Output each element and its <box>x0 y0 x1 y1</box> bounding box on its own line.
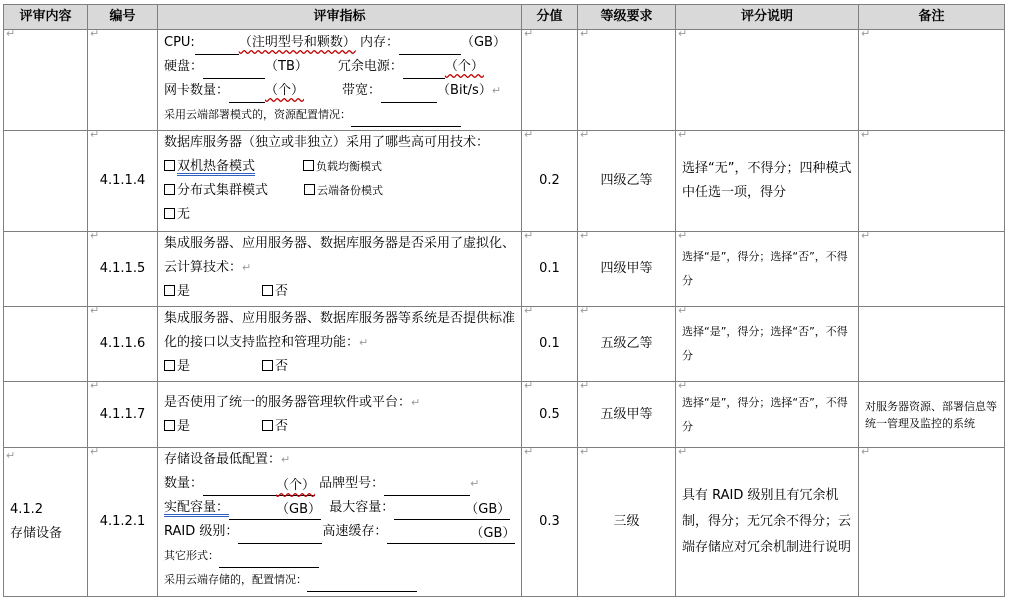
code-cell <box>88 379 158 448</box>
cloud-line <box>164 103 521 127</box>
table-row <box>4 131 1005 232</box>
cell-mark: ↵ <box>861 445 871 458</box>
return-mark: ↵ <box>359 336 369 349</box>
table-row <box>4 448 1005 597</box>
disk-line <box>164 55 521 79</box>
explain-text: 具有 RAID 级别且有冗余机制，得分；无冗余不得分；云端存储应对冗余机制进行说明 <box>682 488 852 555</box>
cpu-note: （注明型号和颗数） <box>238 35 356 50</box>
option-label: 云端备份模式 <box>317 184 384 197</box>
options-line-1 <box>164 155 521 179</box>
capacity-label: 实配容量： <box>164 500 230 515</box>
level-value: 四级乙等 <box>600 173 653 188</box>
question-text: 数据库服务器（独立或非独立）采用了哪些高可用技术： <box>164 135 490 150</box>
checkbox[interactable] <box>303 160 314 171</box>
content-cell <box>4 131 88 232</box>
cell-mark: ↵ <box>524 229 534 242</box>
content-cell <box>4 382 88 448</box>
explain-cell <box>676 128 859 232</box>
checkbox[interactable] <box>164 160 175 171</box>
cell-mark: ↵ <box>678 128 688 141</box>
table-row <box>4 232 1005 307</box>
cell-mark: ↵ <box>678 445 688 458</box>
question <box>164 131 521 155</box>
cell-mark: ↵ <box>524 304 534 317</box>
cell-mark: ↵ <box>524 128 534 141</box>
checkbox[interactable] <box>164 184 175 195</box>
content-cell <box>4 448 88 597</box>
code-cell <box>88 128 158 232</box>
indicator-cell <box>158 382 522 448</box>
return-mark: ↵ <box>491 84 502 97</box>
question <box>164 307 521 355</box>
options-line-2 <box>164 179 521 203</box>
nic-line <box>164 79 521 103</box>
bw-unit: （Bit/s） <box>437 83 492 98</box>
return-mark: ↵ <box>411 395 421 409</box>
indicator-cell <box>158 448 522 597</box>
level-cell <box>578 27 676 131</box>
score-cell <box>522 304 578 382</box>
header-content: 评审内容 <box>4 5 88 30</box>
option-label: 双机热备模式 <box>177 159 256 174</box>
cell-mark: ↵ <box>90 379 100 392</box>
indicator-cell <box>158 131 522 232</box>
remark-cell <box>859 382 1005 448</box>
score-cell <box>522 128 578 232</box>
remark-cell <box>859 307 1005 382</box>
cell-mark: ↵ <box>580 27 590 40</box>
yes-no-line <box>164 280 521 304</box>
cell-mark: ↵ <box>678 304 688 317</box>
bw-label: 带宽： <box>342 83 382 98</box>
code-value: 4.1.1.4 <box>99 173 146 188</box>
disk-label: 硬盘： <box>164 59 204 74</box>
level-cell <box>578 379 676 448</box>
score-value: 0.1 <box>539 336 560 351</box>
yes-label: 是 <box>177 359 191 374</box>
question-text: 集成服务器、应用服务器、数据库服务器等系统是否提供标准化的接口以支持监控和管理功能： <box>164 311 516 350</box>
remark-cell <box>859 27 1005 131</box>
explain-text: 选择“是”，得分；选择“否”，不得分 <box>682 395 848 433</box>
cell-mark: ↵ <box>90 304 100 317</box>
option-label: 无 <box>177 207 191 222</box>
level-value: 三级 <box>613 514 640 529</box>
score-value: 0.3 <box>539 514 560 529</box>
code-value: 4.1.1.5 <box>99 261 146 276</box>
other-line <box>164 544 521 568</box>
no-label: 否 <box>275 284 289 299</box>
indicator-cell <box>158 30 522 131</box>
header-level: 等级要求 <box>578 5 676 30</box>
options-line-3 <box>164 203 521 227</box>
return-mark: ↵ <box>242 261 252 274</box>
level-cell <box>578 229 676 307</box>
option-label: 负载均衡模式 <box>316 160 383 173</box>
header-code: 编号 <box>88 5 158 30</box>
disk-unit: （TB） <box>265 59 308 74</box>
evaluation-table <box>3 4 1005 597</box>
level-value: 五级甲等 <box>600 406 653 422</box>
checkbox[interactable] <box>164 420 175 431</box>
psu-label: 冗余电源： <box>337 59 403 74</box>
min-config <box>164 448 521 472</box>
cell-mark: ↵ <box>580 379 590 392</box>
checkbox[interactable] <box>262 285 273 296</box>
max-unit: （GB） <box>465 502 511 517</box>
return-mark: ↵ <box>281 453 291 466</box>
score-value: 0.2 <box>539 173 560 188</box>
header-score: 分值 <box>522 5 578 30</box>
header-indicator: 评审指标 <box>158 5 522 30</box>
qty-field[interactable] <box>203 477 315 496</box>
code-cell <box>88 27 158 131</box>
qty-unit: （个） <box>276 478 316 493</box>
remark-cell <box>859 445 1005 597</box>
code-cell <box>88 304 158 382</box>
question-text: 集成服务器、应用服务器、数据库服务器是否采用了虚拟化、云计算技术： <box>164 236 516 275</box>
level-cell <box>578 128 676 232</box>
cell-mark: ↵ <box>861 27 871 40</box>
cell-mark: ↵ <box>524 379 534 392</box>
level-value: 四级甲等 <box>600 261 653 276</box>
yes-no-line <box>164 355 521 379</box>
no-label: 否 <box>275 418 289 434</box>
checkbox[interactable] <box>262 420 273 431</box>
cpu-line <box>164 31 521 55</box>
table-row <box>4 382 1005 448</box>
explain-cell <box>676 229 859 307</box>
max-field[interactable] <box>394 501 510 520</box>
indicator-cell <box>158 307 522 382</box>
content-cell <box>4 27 88 131</box>
cell-mark: ↵ <box>580 229 590 242</box>
question <box>164 232 521 280</box>
cloud-label: 采用云端部署模式的，资源配置情况： <box>164 108 351 121</box>
checkbox[interactable] <box>164 208 175 219</box>
cell-mark: ↵ <box>861 128 871 141</box>
explain-cell <box>676 445 859 597</box>
cloud-field[interactable] <box>307 591 417 592</box>
code-value: 4.1.2.1 <box>99 514 146 529</box>
code-cell <box>88 445 158 597</box>
explain-text: 选择“是”，得分；选择“否”，不得分 <box>682 250 848 287</box>
raid-line <box>164 520 521 544</box>
cell-mark: ↵ <box>524 27 534 40</box>
cell-mark: ↵ <box>580 304 590 317</box>
cell-mark: ↵ <box>6 449 16 462</box>
psu-unit: （个） <box>444 59 484 74</box>
qty-label: 数量： <box>164 476 204 491</box>
header-remark: 备注 <box>859 5 1005 30</box>
score-cell <box>522 229 578 307</box>
cache-unit: （GB） <box>470 526 516 541</box>
content-cell <box>4 307 88 382</box>
yes-label: 是 <box>177 284 191 299</box>
indicator-cell <box>158 232 522 307</box>
cell-mark: ↵ <box>90 27 100 40</box>
explain-cell <box>676 304 859 382</box>
question <box>164 391 521 415</box>
checkbox[interactable] <box>164 360 175 371</box>
score-cell <box>522 27 578 131</box>
cell-mark: ↵ <box>678 229 688 242</box>
cell-mark: ↵ <box>861 229 871 242</box>
qty-line <box>164 472 521 496</box>
yes-label: 是 <box>177 418 191 434</box>
cell-mark: ↵ <box>90 229 100 242</box>
cloud-field[interactable] <box>351 126 461 127</box>
min-config-label: 存储设备最低配置： <box>164 452 282 467</box>
remark-cell <box>859 229 1005 307</box>
remark-text: 对服务器资源、部署信息等统一管理及监控的系统 <box>865 399 997 430</box>
option-label: 分布式集群模式 <box>177 183 269 198</box>
other-label: 其它形式： <box>164 549 219 562</box>
cell-mark: ↵ <box>580 128 590 141</box>
cell-mark: ↵ <box>678 379 688 392</box>
cell-mark: ↵ <box>580 445 590 458</box>
mem-label: 内存： <box>359 35 399 50</box>
yes-no-line <box>164 415 521 439</box>
explain-cell <box>676 27 859 131</box>
checkbox[interactable] <box>164 285 175 296</box>
explain-text: 选择“是”，得分；选择“否”，不得分 <box>682 325 848 362</box>
checkbox[interactable] <box>304 184 315 195</box>
remark-cell <box>859 128 1005 232</box>
capacity-line <box>164 496 521 520</box>
content-cell <box>4 232 88 307</box>
no-label: 否 <box>275 359 289 374</box>
level-value: 五级乙等 <box>600 336 653 351</box>
score-cell <box>522 445 578 597</box>
cloud-label: 采用云端存储的，配置情况： <box>164 573 307 586</box>
explain-text: 选择“无”，不得分；四种模式中任选一项，得分 <box>682 161 852 200</box>
cloud-line <box>164 568 521 592</box>
code-value: 4.1.1.6 <box>99 336 146 351</box>
cell-mark: ↵ <box>524 445 534 458</box>
raid-label: RAID 级别： <box>164 524 239 539</box>
level-cell <box>578 304 676 382</box>
code-value: 4.1.1.7 <box>99 406 146 422</box>
mem-unit: （GB） <box>460 35 506 50</box>
explain-cell <box>676 379 859 448</box>
score-cell <box>522 379 578 448</box>
code-cell <box>88 229 158 307</box>
checkbox[interactable] <box>262 360 273 371</box>
score-value: 0.1 <box>539 261 560 276</box>
cell-mark: ↵ <box>678 27 688 40</box>
max-label: 最大容量： <box>329 500 395 515</box>
cache-field[interactable] <box>387 525 515 544</box>
header-row <box>4 5 1005 30</box>
nic-label: 网卡数量： <box>164 83 230 98</box>
return-mark: ↵ <box>470 477 480 490</box>
brand-label: 品牌型号： <box>319 476 385 491</box>
cell-mark: ↵ <box>90 445 100 458</box>
question-text: 是否使用了统一的服务器管理软件或平台： <box>164 394 412 410</box>
capacity-field[interactable] <box>229 501 321 520</box>
table-row <box>4 30 1005 131</box>
content-text: 4.1.2 存储设备 <box>10 502 63 541</box>
score-value: 0.5 <box>539 406 560 422</box>
capacity-unit: （GB） <box>276 502 322 517</box>
header-explain: 评分说明 <box>676 5 859 30</box>
level-cell <box>578 445 676 597</box>
cell-mark: ↵ <box>90 128 100 141</box>
cache-label: 高速缓存： <box>322 524 388 539</box>
table-row <box>4 307 1005 382</box>
cpu-label: CPU: <box>164 35 195 50</box>
nic-unit: （个） <box>265 83 305 98</box>
cell-mark: ↵ <box>6 27 16 40</box>
